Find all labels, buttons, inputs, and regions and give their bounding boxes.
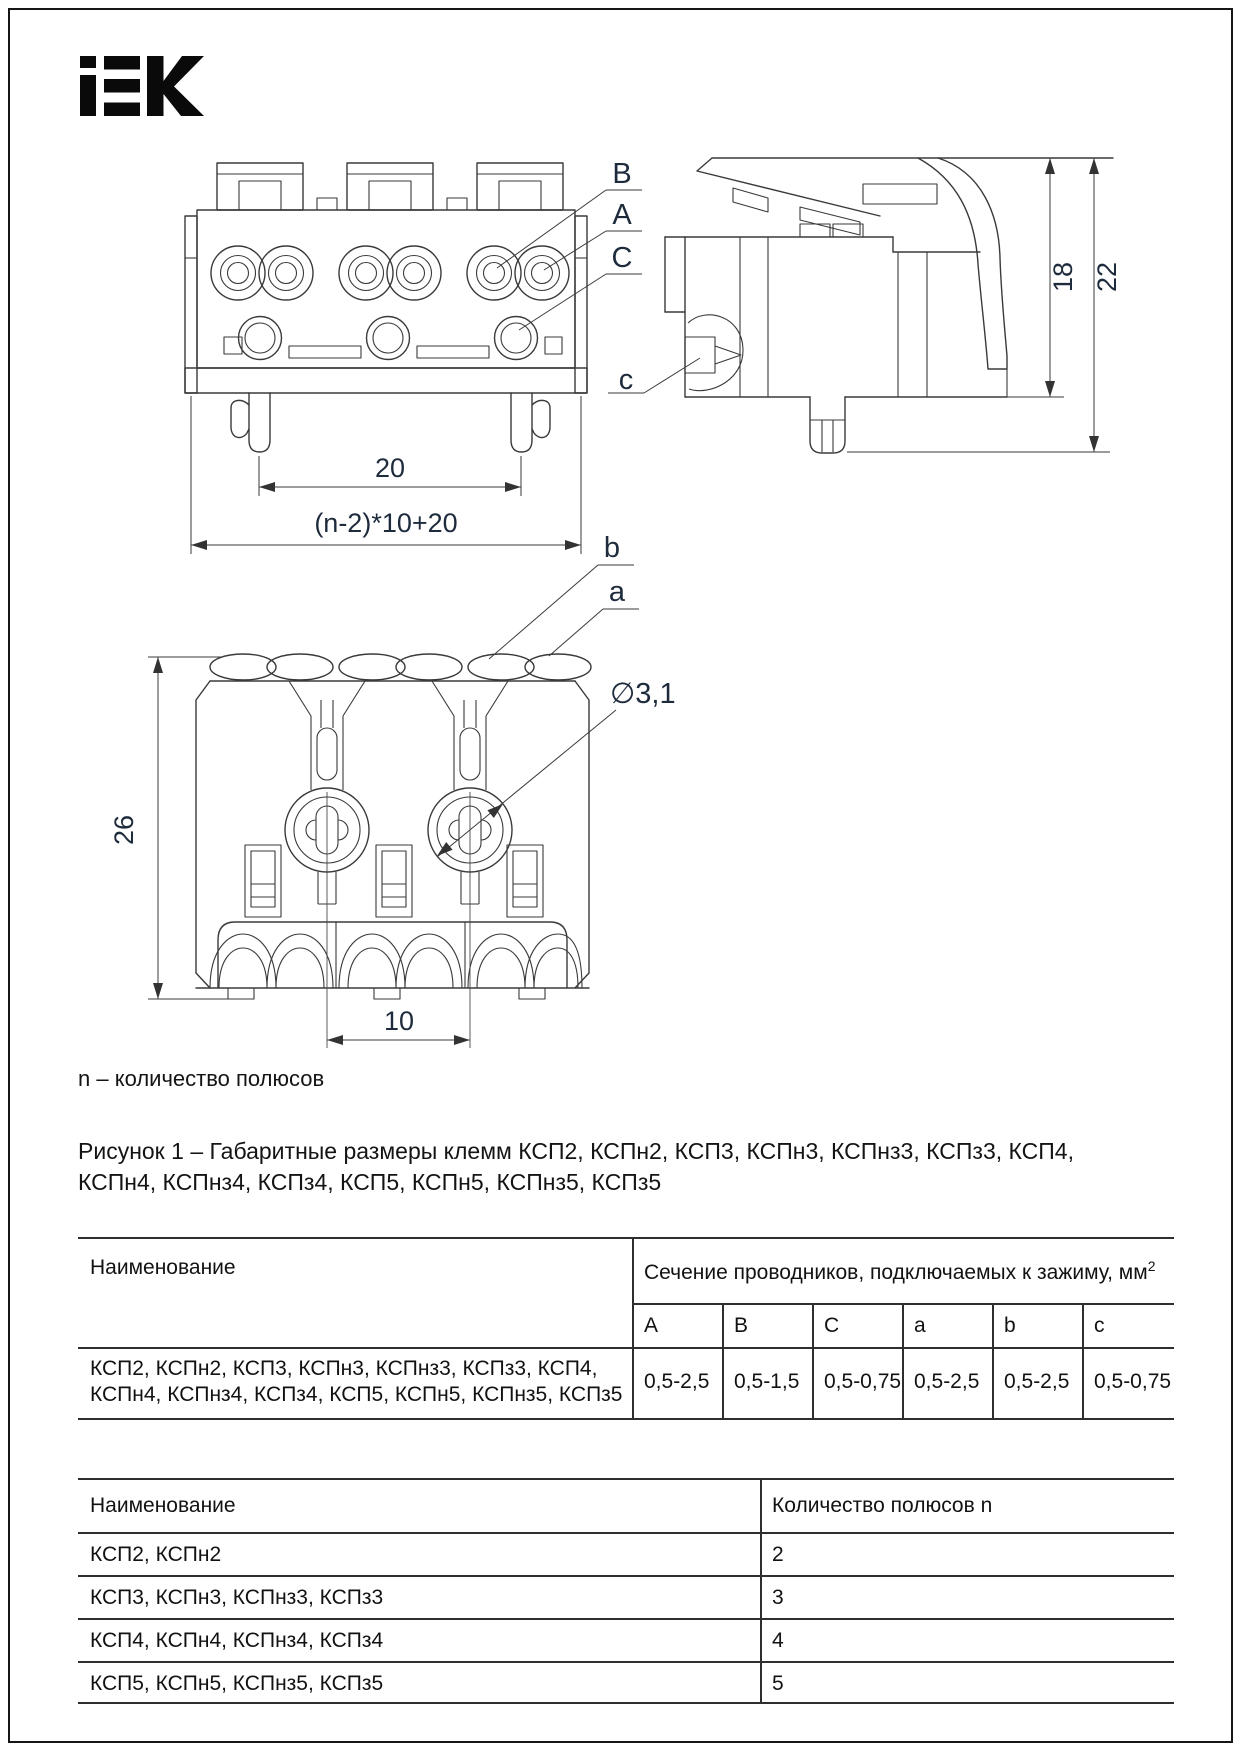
label-a: a	[608, 576, 626, 608]
t1-line-bottom	[78, 1418, 1174, 1420]
dim-diameter: ∅3,1	[610, 678, 676, 710]
t1-header-name: Наименование	[90, 1256, 236, 1279]
t1-row-name: КСП2, КСПн2, КСП3, КСПн3, КСПнз3, КСПз3, КСП4, КСПн4, КСПнз4, КСПз4, КСП5, КСПн5, КСПнз5, КСПз5	[90, 1357, 623, 1406]
t2-line-bottom	[78, 1702, 1174, 1704]
t1-line-top	[78, 1237, 1174, 1239]
front-view	[185, 163, 587, 452]
dim-18: 18	[1048, 261, 1078, 293]
t1-divider-2	[812, 1303, 814, 1420]
dim-22: 22	[1092, 261, 1122, 293]
dim-20: 20	[374, 453, 406, 483]
t1-line-mid	[78, 1347, 1174, 1349]
bottom-view	[196, 654, 591, 1048]
figure-caption-line1: Рисунок 1 – Габаритные размеры клемм КСП2, КСПн2, КСП3, КСПн3, КСПнз3, КСПз3, КСП4,	[78, 1138, 1074, 1164]
t1-value-A: 0,5-2,5	[644, 1370, 710, 1393]
t2-row4-poles: 5	[772, 1672, 784, 1695]
t1-subheader-B: B	[734, 1314, 749, 1337]
t2-line-1	[78, 1532, 1174, 1534]
figure-caption	[78, 1136, 1173, 1198]
t2-row2-poles: 3	[772, 1586, 784, 1609]
label-C: C	[611, 242, 633, 274]
label-b: b	[603, 532, 621, 564]
t1-header-group	[644, 1253, 1168, 1286]
test-slots	[245, 845, 543, 917]
figure-caption-line2: КСПн4, КСПнз4, КСПз4, КСП5, КСПн5, КСПнз5, КСПз5	[78, 1169, 662, 1195]
t2-row3-name: КСП4, КСПн4, КСПнз4, КСПз4	[90, 1629, 384, 1652]
figure-note: n – количество полюсов	[78, 1066, 325, 1091]
dim-formula: (n-2)*10+20	[314, 508, 458, 538]
t2-row4-name: КСП5, КСПн5, КСПнз5, КСПз5	[90, 1672, 384, 1695]
label-B: B	[612, 158, 632, 190]
t2-row2-name: КСП3, КСПн3, КСПнз3, КСПз3	[90, 1586, 384, 1609]
t1-divider-3	[902, 1303, 904, 1420]
t2-divider	[760, 1478, 762, 1704]
table-cross-sections	[78, 1237, 1174, 1420]
t1-divider-1	[722, 1303, 724, 1420]
t2-row1-poles: 2	[772, 1543, 784, 1566]
t1-subheader-c: c	[1094, 1314, 1105, 1337]
t2-header-name: Наименование	[90, 1494, 236, 1517]
dim-26: 26	[109, 814, 139, 846]
t2-row1-name: КСП2, КСПн2	[90, 1543, 222, 1566]
side-view	[665, 158, 1113, 453]
t1-divider-4	[992, 1303, 994, 1420]
t2-line-top	[78, 1478, 1174, 1480]
dim-10: 10	[383, 1006, 415, 1036]
bottom-view-dimensions	[109, 532, 676, 1045]
t1-header-group-sup: 2	[1147, 1258, 1156, 1274]
t1-divider-main	[632, 1237, 634, 1420]
t2-line-4	[78, 1661, 1174, 1663]
t1-value-b: 0,5-2,5	[1004, 1370, 1070, 1393]
t1-subheader-a: a	[914, 1314, 926, 1337]
table-pole-counts	[78, 1478, 1174, 1704]
t1-value-a: 0,5-2,5	[914, 1370, 980, 1393]
clamp-channel-right	[432, 681, 508, 790]
clamp-channel-left	[289, 681, 365, 790]
callouts-BAC	[497, 158, 642, 330]
label-A: A	[612, 199, 632, 231]
t2-line-3	[78, 1618, 1174, 1620]
label-c: c	[618, 364, 634, 396]
t1-value-c: 0,5-0,75	[1094, 1370, 1172, 1393]
t2-header-poles: Количество полюсов n	[772, 1494, 993, 1517]
t1-value-B: 0,5-1,5	[734, 1370, 800, 1393]
t1-subheader-A: A	[644, 1314, 659, 1337]
t1-subheader-b: b	[1004, 1314, 1016, 1337]
t2-line-2	[78, 1575, 1174, 1577]
t1-divider-5	[1082, 1303, 1084, 1420]
t2-row3-poles: 4	[772, 1629, 784, 1652]
t1-header-group-text: Сечение проводников, подключаемых к зажиму, мм	[644, 1261, 1148, 1284]
t1-subheader-C: C	[824, 1314, 840, 1337]
t1-value-C: 0,5-0,75	[824, 1370, 902, 1393]
